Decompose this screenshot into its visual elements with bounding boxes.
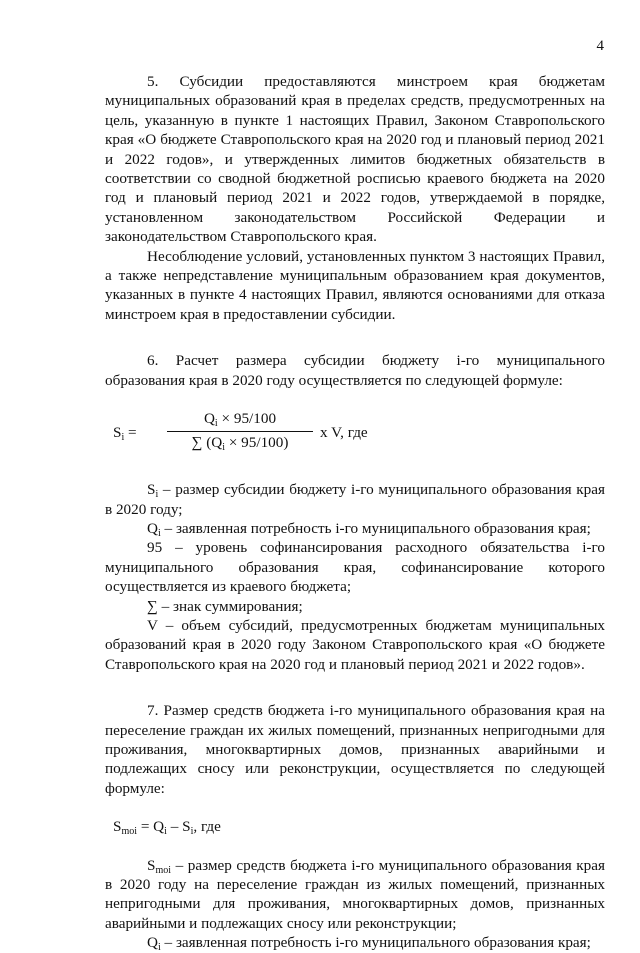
definition-si: $S_i$ – размер субсидии бюджету i-го муниципального образования края в 2020 году; xyxy=(105,481,605,518)
formula-lhs: $S_i$ = xyxy=(113,424,137,444)
definition-sum: ∑ – знак суммирования; xyxy=(147,597,303,615)
spacer xyxy=(105,674,605,701)
budget-formula: $S_{moi} = Q_i - S_i$, где xyxy=(113,818,221,838)
spacer xyxy=(105,837,605,856)
section-7-paragraph-1: 7. Размер средств бюджета i-го муниципального образования края на переселение граждан их жилых помещений, признанных непригодными для проживания, многоквартирных домов, признанных аварийными и подлежащих сносу или реконструкции, осуществляется по следующей формуле: xyxy=(105,702,605,797)
spacer xyxy=(105,798,605,817)
formula-denominator: ∑ $(Q_i \times 95/100)$ xyxy=(191,433,289,453)
formula-fraction xyxy=(167,409,313,452)
section-5-paragraph-1: 5. Субсидии предоставляются минстроем края бюджетам муниципальных образований края в пределах средств, предусмотренных на цель, указанную в пункте 1 настоящих Правил, Законом Ставропольского края «О бюджете Ставропольского края на 2020 год и плановый период 2021 и 2022 годов», и утвержденных лимитов бюджетных обязательств в соответствии со сводной бюджетной росписью краевого бюджета на 2020 год и плановый период 2021 и 2022 годов, утверждаемой в порядке, установленном законодательством Российской Федерации и законодательством Ставропольского края. xyxy=(105,73,605,246)
spacer xyxy=(105,390,605,409)
section-5-paragraph-2: Несоблюдение условий, установленных пунктом 3 настоящих Правил, а также непредставление муниципальным образованием края документов, указанных в пункте 4 настоящих Правил, являются основаниями для отказа минстроем края в предоставлении субсидии. xyxy=(105,247,605,323)
page-number: 4 xyxy=(596,38,604,54)
definition-qi: $Q_i$ – заявленная потребность i-го муниципального образования края; xyxy=(147,519,591,539)
definition-95: 95 – уровень софинансирования расходного обязательства i-го муниципального образования края, софинансирование которого осуществляется из краевого бюджета; xyxy=(105,539,605,596)
definition-qi-2: $Q_i$ – заявленная потребность i-го муниципального образования края; xyxy=(147,934,591,953)
spacer xyxy=(105,461,605,480)
section-6-paragraph-1: 6. Расчет размера субсидии бюджету i-го муниципального образования края в 2020 году осуществляется по следующей формуле: xyxy=(105,352,605,389)
document-body xyxy=(105,72,605,953)
subsidy-formula xyxy=(105,409,605,461)
formula-numerator: $Q_i \times 95/100$ xyxy=(167,409,313,431)
definition-smoi: $S_{moi}$ – размер средств бюджета i-го муниципального образования края в 2020 году на переселение граждан из жилых помещений, признанных непригодными для проживания, многоквартирных домов, признанных аварийными и подлежащих сносу или реконструкции; xyxy=(105,856,605,932)
spacer xyxy=(105,324,605,351)
formula-tail: x V, где xyxy=(320,424,368,442)
definition-v: V – объем субсидий, предусмотренных бюджетам муниципальных образований края в 2020 году Законом Ставропольского края «О бюджете Ставропольского края на 2020 год и плановый период 2021 и 2022 годов». xyxy=(105,616,605,673)
